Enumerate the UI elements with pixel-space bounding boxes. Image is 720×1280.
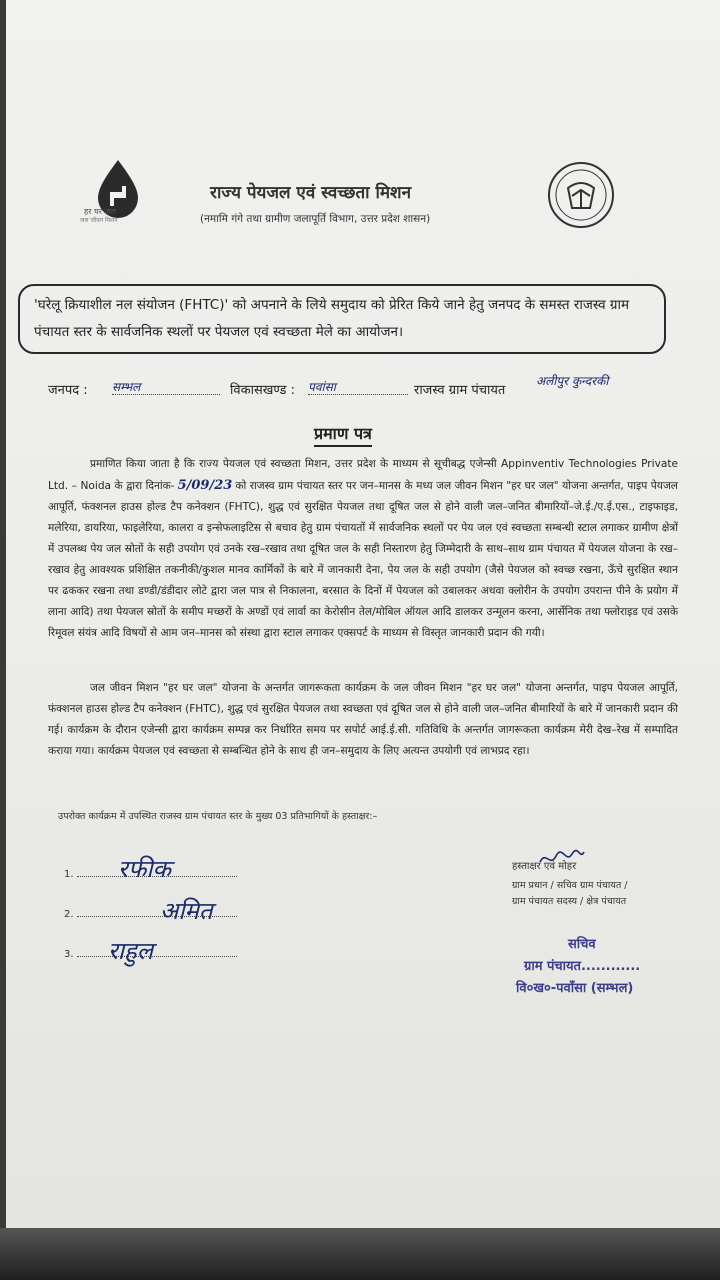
signatory-number: 1.: [64, 869, 74, 880]
district-field: [112, 376, 220, 395]
background-surface: [0, 1228, 720, 1280]
seal-secretary: सचिव: [568, 937, 596, 952]
signatory-row: [64, 904, 244, 920]
up-government-emblem-icon: [546, 160, 616, 230]
certificate-paragraph-2: [48, 678, 678, 762]
mission-title: राज्य पेयजल एवं स्वच्छता मिशन: [210, 183, 412, 203]
paragraph-1-part-b: को राजस्व ग्राम पंचायत स्तर पर जन–मानस के मध्य जल जीवन मिशन "हर घर जल" योजना अन्तर्गत, पाइप पेयजल आपूर्ति, फंक्शनल हाउस होल्ड टैप कनेक्शन (FHTC), शुद्ध एवं सुरक्षित पेयजल तथा दूषित जल से होने वाली जल–जनित बीमारियों–जे.ई./ए.ई.एस., टाइफाइड, मलेरिया, डायरिया, फाइलेरिया, कालरा व इन्सेफलाइटिस से बचाव हेतु ग्राम पंचायतों में सार्वजनिक स्थलों पर पेय जल एवं स्वच्छता सम्बन्धी स्टाल लगाकर ग्रामीण क्षेत्रों में उपलब्ध पेय जल स्रोतों के सही उपयोग एवं उनके रख–रखाव तथा दूषित जल के सही निस्तारण हेतु जिम्मेदारी के साथ–साथ ग्राम पंचायत में पेयजल योजना के रख–रखाव हेतु आवश्यक प्रशिक्षित तकनीकी/कुशल मानव कार्मिकों के बारे में जानकारी देना, पेय जल के सही उपयोग (जैसे पेयजल को स्वच्छ रखना, ऊँचे सुरक्षित स्थान पर ढककर रखना तथा डण्डी/डंडीदार लोटे द्वारा जल पात्र से निकालना, बरसात के दिनों में पेयजल को उबालकर अथवा क्लोरीन के उपयोग उपरान्त पीने के प्रयोग में लाना आदि) तथा पेयजल स्रोतों के समीप मच्छरों के अण्डों एवं लार्वा का केरोसीन तेल/मोबिल ऑयल आदि डालकर उन्मूलन करना, आर्सेनिक तथा फ्लोराइड एवं उसके रिमूवल संयंत्र आदि विषयों से आम जन–मानस को संस्था द्वारा स्टाल लगाकर एक्सपर्ट के माध्यम से विस्तृत जानकारी प्रदान की गयी।: [48, 480, 678, 639]
paragraph-1-text: [48, 454, 678, 644]
authority-designation-1: ग्राम प्रधान / सचिव ग्राम पंचायत /: [512, 880, 628, 891]
block-field: [308, 376, 408, 395]
seal-gram-panchayat: ग्राम पंचायत............: [524, 959, 641, 974]
signatories-intro: उपरोक्त कार्यक्रम में उपस्थित राजस्व ग्राम पंचायत स्तर के मुख्य 03 प्रतिभागियों के हस्ताक्षर:–: [58, 811, 378, 822]
panchayat-value: अलीपुर कुन्दरकी: [536, 374, 609, 388]
signatory-signature: रफीक: [118, 855, 171, 883]
paragraph-1-part-a: प्रमाणित किया जाता है कि राज्य पेयजल एवं स्वच्छता मिशन, उत्तर प्रदेश के माध्यम से सूचीबद्ध एजेन्सी Appinventiv Technologies Private Ltd. – Noida के द्वारा दिनांक-: [48, 458, 678, 492]
certificate-title: प्रमाण पत्र: [314, 422, 372, 447]
event-banner: 'घरेलू क्रियाशील नल संयोजन (FHTC)' को अपनाने के लिये समुदाय को प्रेरित किये जाने हेतु जनपद के समस्त राजस्व ग्राम पंचायत स्तर के सार्वजनिक स्थलों पर पेयजल एवं स्वच्छता मेले का आयोजन।: [18, 284, 666, 354]
signatory-signature: अमित: [160, 897, 213, 925]
authority-designation-2: ग्राम पंचायत सदस्य / क्षेत्र पंचायत: [512, 896, 627, 907]
logo-caption: हर घर जल: [84, 207, 116, 216]
sign-and-seal-label: हस्ताक्षर एवं मोहर: [512, 861, 577, 872]
block-label: विकासखण्ड :: [230, 383, 296, 398]
mission-subtitle: (नमामि गंगे तथा ग्रामीण जलापूर्ति विभाग, उत्तर प्रदेश शासन): [200, 213, 431, 225]
date-value: 5/09/23: [177, 478, 233, 493]
paragraph-2-text: जल जीवन मिशन "हर घर जल" योजना के अन्तर्गत जागरूकता कार्यक्रम के जल जीवन मिशन "हर घर जल" योजना अन्तर्गत, पाइप पेयजल आपूर्ति, फंक्शनल हाउस होल्ड टैप कनेक्शन (FHTC), शुद्ध एवं सुरक्षित पेयजल तथा स्वच्छता एवं दूषित जल से होने वाली जल–जनित बीमारियों के बारे में जानकारी प्रदान की गई। कार्यक्रम के दौरान एजेन्सी द्वारा कार्यक्रम सम्पन्न कर निर्धारित समय पर सपोर्ट आई.ई.सी. गतिविधि के अन्तर्गत जागरूकता कार्यक्रम मेरी देख–रेख में सम्पादित कराया गया। कार्यक्रम पेयजल एवं स्वच्छता से सम्बन्धित होने के साथ ही जन–समुदाय के लिए अत्यन्त उपयोगी एवं लाभप्रद रहा।: [48, 682, 678, 757]
panchayat-label: राजस्व ग्राम पंचायत: [414, 383, 506, 398]
signatory-number: 3.: [64, 949, 74, 960]
signatory-dotted-line: [77, 944, 237, 957]
district-label: जनपद :: [48, 383, 88, 398]
district-value: सम्भल: [112, 380, 141, 394]
signatory-row: [64, 944, 244, 960]
signatory-number: 2.: [64, 909, 74, 920]
panchayat-field: [536, 370, 706, 389]
signatory-signature: राहुल: [108, 937, 154, 965]
block-value: पवांसा: [308, 380, 336, 394]
certificate-paragraph-1: [48, 454, 678, 644]
logo-subcaption: जल जीवन मिशन: [80, 217, 118, 224]
seal-block: वि०ख०-पवाँसा (सम्भल): [516, 981, 634, 996]
